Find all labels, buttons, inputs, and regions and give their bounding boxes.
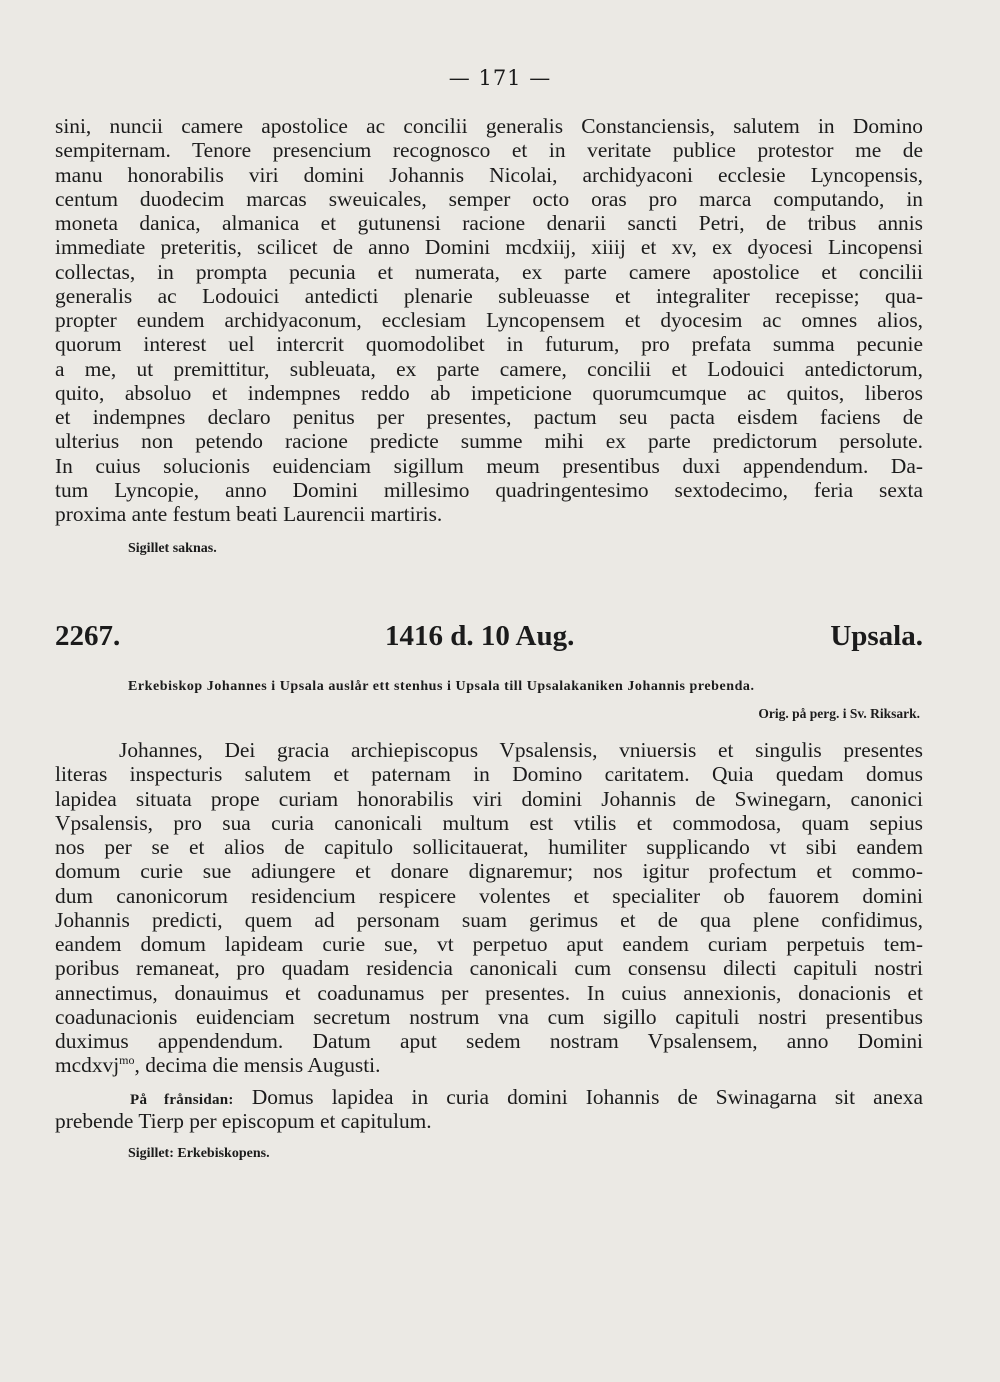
text-line: dum canonicorum residencium respicere volentes et specialiter ob fauorem domini (55, 883, 923, 908)
text-line: propter eundem archidyaconum, ecclesiam Lyncopensem et dyocesim ac omnes alios, (55, 308, 923, 332)
text-line: sempiternam. Tenore presencium recognosco et in veritate publice protestor me de (55, 138, 923, 163)
text-line: quorum interest uel intercrit quomodolibet in futurum, pro prefata summa pecunie (55, 332, 923, 357)
previous-entry-text (55, 114, 923, 526)
text-line: sini, nuncii camere apostolice ac concilii generalis Constanciensis, salutem in Domino (55, 114, 923, 138)
entry-body-text (55, 738, 923, 1053)
verso-note (55, 1085, 923, 1134)
text-line: generalis ac Lodouici antedicti plenarie subleuasse et integraliter recepisse; qua- (55, 283, 923, 308)
text-line: tum Lyncopie, anno Domini millesimo quadringentesimo sextodecimo, feria sexta (55, 477, 923, 502)
text-line: literas inspecturis salutem et paternam in Domino caritatem. Quia quedam domus (55, 762, 923, 787)
text-line: centum duodecim marcas sweuicales, semper octo oras pro marca computando, in (55, 186, 923, 211)
text-line: duximus appendendum. Datum aput sedem nostram Vpsalensem, anno Domini (55, 1029, 923, 1053)
text-line: Vpsalensis, pro sua curia canonicali multum est vtilis et commodosa, quam sepius (55, 810, 923, 835)
text-line: a me, ut premittitur, subleuata, ex parte camere, concilii et Lodouici antedictorum, (55, 356, 923, 381)
text-line: domum curie sue adiungere et donare dignaremur; nos igitur profectum et commo- (55, 859, 923, 884)
previous-seal-note: Sigillet saknas. (128, 541, 217, 556)
date-rest: , decima die mensis Augusti. (134, 1053, 381, 1077)
verso-text-1: Domus lapidea in curia domini Iohannis de Swinagarna sit anexa (251, 1085, 923, 1109)
entry-number: 2267. (55, 620, 121, 652)
text-line: manu honorabilis viri domini Johannis Nicolai, archidyaconi ecclesie Lyncopensis, (55, 162, 923, 187)
entry-header (55, 620, 923, 660)
entry-place: Upsala. (830, 620, 923, 652)
text-line: ulterius non petendo racione predicte summe mihi ex parte predictorum persolute. (55, 429, 923, 454)
date-roman: mcdxvj (55, 1053, 120, 1077)
date-superscript: mo (119, 1052, 135, 1067)
entry-date-line (55, 1053, 923, 1077)
text-line: eandem domum lapideam curie sue, vt perpetuo aput eandem curiam perpetuis tem- (55, 932, 923, 956)
text-line: et indempnes declaro penitus per presentes, pactum seu pacta eisdem faciens de (55, 405, 923, 429)
text-line: immediate preteritis, scilicet de anno Domini mcdxiij, xiiij et xv, ex dyocesi Lincopensi (55, 235, 923, 260)
text-line: Johannis predicti, quem ad personam suam gerimus et de qua plene confidimus, (55, 907, 923, 932)
entry-date: 1416 d. 10 Aug. (385, 620, 575, 652)
text-line: collectas, in prompta pecunia et numerata, ex parte camere apostolice et concilii (55, 259, 923, 284)
text-line: Johannes, Dei gracia archiepiscopus Vpsalensis, vniuersis et singulis presentes (119, 738, 923, 762)
verso-text-2: prebende Tierp per episcopum et capitulum. (55, 1109, 432, 1134)
text-line: quito, absoluo et indempnes reddo ab impeticione quorumcumque ac quitos, liberos (55, 380, 923, 405)
text-line: nos per se et alios de capitulo sollicitauerat, humiliter supplicando vt sibi eandem (55, 835, 923, 859)
text-line: lapidea situata prope curiam honorabilis viri domini Johannis de Swinegarn, canonici (55, 786, 923, 811)
text-line: coadunacionis euidenciam secretum nostrum vna cum sigillo capituli nostri presentibus (55, 1004, 923, 1029)
page-number: — 171 — (448, 66, 552, 90)
entry-summary: Erkebiskop Johannes i Upsala auslår ett stenhus i Upsala till Upsalakaniken Johannis prebenda. (128, 679, 755, 694)
entry-source: Orig. på perg. i Sv. Riksark. (758, 706, 920, 721)
verso-label: På frånsidan: (130, 1092, 234, 1108)
text-line: moneta danica, almanica et gutunensi racione denarii sancti Petri, de tribus annis (55, 211, 923, 235)
text-line: In cuius solucionis euidenciam sigillum meum presentibus duxi appendendum. Da- (55, 453, 923, 478)
entry-seal-note: Sigillet: Erkebiskopens. (128, 1146, 270, 1161)
text-line: poribus remaneat, pro quadam residencia canonicali cum consensu dilecti capituli nostri (55, 956, 923, 981)
text-line: annectimus, donauimus et coadunamus per presentes. In cuius annexionis, donacionis et (55, 980, 923, 1005)
text-line: proxima ante festum beati Laurencii martiris. (55, 502, 443, 526)
